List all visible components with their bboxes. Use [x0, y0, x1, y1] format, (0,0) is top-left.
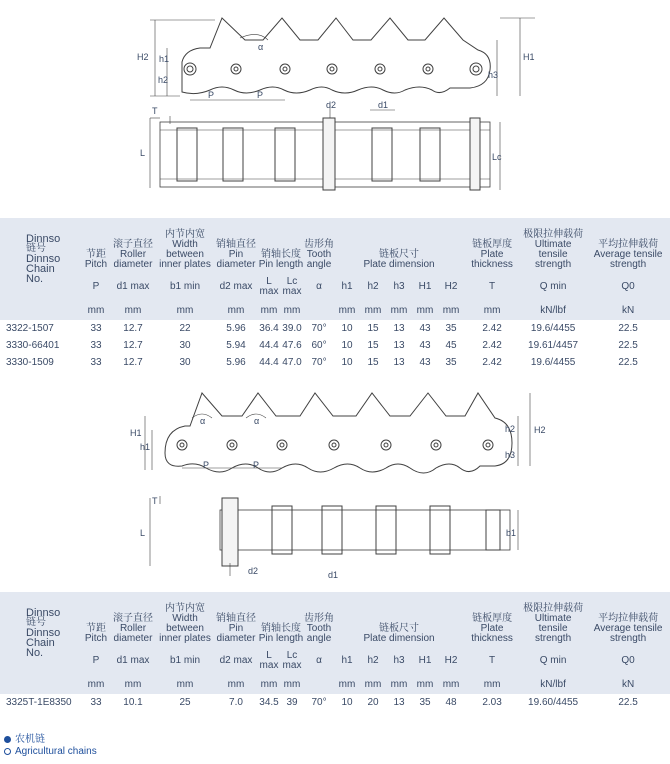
unit-cell: kN/lbf — [540, 679, 566, 690]
unit-cell: mm — [416, 679, 434, 690]
label-b1: b1 — [506, 528, 517, 538]
label-H1: H1 — [523, 52, 535, 62]
side-view-outline-1 — [182, 18, 490, 94]
spec-table-1 — [0, 218, 670, 371]
unit-cell: mm — [227, 305, 245, 316]
symbol-cell: α — [316, 655, 322, 666]
header-plate-thickness: 链板厚度 Plate thickness — [471, 239, 513, 270]
unit-cell: mm — [416, 305, 434, 316]
symbol-cell: Q min — [539, 655, 567, 666]
header-pin-diameter: 销轴直径 Pin diameter — [216, 239, 256, 270]
unit-cell: mm — [338, 679, 356, 690]
footer-category-zh: 农机链 — [4, 730, 45, 745]
label-L: L — [140, 528, 146, 538]
symbol-cell: h2 — [367, 281, 379, 292]
label-H2: H2 — [137, 52, 149, 62]
label-T: T — [152, 106, 158, 116]
label-alpha-a: α — [200, 416, 206, 426]
symbol-cell: H1 — [418, 281, 432, 292]
label-P-b: P — [253, 460, 260, 470]
header-pitch: 节距 Pitch — [84, 249, 108, 270]
header-roller-diameter: 滚子直径 Roller diameter — [113, 613, 153, 644]
unit-cell: mm — [364, 679, 382, 690]
symbol-cell: α — [316, 281, 322, 292]
side-view-outline-2 — [165, 393, 512, 473]
symbol-cell: h3 — [393, 281, 405, 292]
table-row: 3330-66401 33 12.7 30 5.94 44.4 47.6 60° 10 15 13 43 45 2.42 19.61/4457 22.5 — [0, 337, 670, 354]
symbol-cell: Lc max — [282, 650, 302, 671]
header-ultimate-strength: 极限拉伸载荷 Ultimate tensile strength — [523, 229, 584, 270]
unit-cell: mm — [124, 305, 142, 316]
label-P-a: P — [208, 90, 215, 100]
label-d1: d1 — [328, 570, 339, 580]
header-plate-dimension: 链板尺寸 Plate dimension — [363, 623, 435, 644]
unit-cell: mm — [390, 679, 408, 690]
header-average-strength: 平均拉伸载荷 Average tensile strength — [593, 613, 663, 644]
label-h3: h3 — [488, 70, 499, 80]
unit-cell: mm — [483, 679, 501, 690]
label-h1: h1 — [140, 442, 151, 452]
bullet-icon — [4, 736, 11, 743]
label-P-a: P — [203, 460, 210, 470]
symbol-cell: h3 — [393, 655, 405, 666]
chain-drawing-2 — [0, 388, 670, 588]
header-ultimate-strength: 极限拉伸载荷 Ultimate tensile strength — [523, 603, 584, 644]
table-row: 3330-1509 33 12.7 30 5.96 44.4 47.0 70° 10 15 13 43 35 2.42 19.6/4455 22.5 — [0, 354, 670, 371]
unit-cell: mm — [87, 305, 105, 316]
label-h3: h3 — [505, 450, 516, 460]
symbol-cell: H1 — [418, 655, 432, 666]
unit-cell: kN — [621, 305, 635, 316]
symbol-cell: Q0 — [621, 655, 635, 666]
symbol-cell: d2 max — [219, 655, 253, 666]
unit-cell: mm — [87, 679, 105, 690]
unit-cell: mm — [176, 305, 194, 316]
unit-cell: mm — [260, 305, 278, 316]
header-pitch: 节距 Pitch — [84, 623, 108, 644]
symbol-cell: b1 min — [169, 281, 200, 292]
label-h2: h2 — [158, 75, 169, 85]
header-pin-diameter: 销轴直径 Pin diameter — [216, 613, 256, 644]
unit-cell: kN — [621, 679, 635, 690]
label-h2: h2 — [505, 424, 516, 434]
symbol-cell: T — [489, 281, 496, 292]
unit-cell: mm — [124, 679, 142, 690]
label-alpha-b: α — [254, 416, 260, 426]
symbol-cell: H2 — [444, 281, 458, 292]
symbol-cell: d1 max — [116, 655, 150, 666]
unit-cell: mm — [283, 305, 301, 316]
label-Lc: Lc — [492, 152, 502, 162]
symbol-cell: Lc max — [282, 276, 302, 297]
label-H2: H2 — [534, 425, 546, 435]
symbol-cell: P — [92, 655, 100, 666]
symbol-cell: d1 max — [116, 281, 150, 292]
label-H1: H1 — [130, 428, 142, 438]
header-average-strength: 平均拉伸载荷 Average tensile strength — [593, 239, 663, 270]
header-tooth-angle: 齿形角 Tooth angle — [304, 239, 335, 270]
symbol-cell: Q0 — [621, 281, 635, 292]
chain-drawing-1 — [0, 0, 670, 215]
label-d1: d1 — [378, 100, 389, 110]
dinnso-chain-no-header: Dinnso 链号 Dinnso Chain No. — [26, 607, 61, 659]
unit-cell: mm — [390, 305, 408, 316]
header-pin-length: 销轴长度 Pin length — [258, 623, 304, 644]
unit-cell: mm — [260, 679, 278, 690]
table-row: 3322-1507 33 12.7 22 5.96 36.4 39.0 70° 10 15 13 43 35 2.42 19.6/4455 22.5 — [0, 320, 670, 337]
symbol-cell: L max — [259, 650, 279, 671]
symbol-cell: h2 — [367, 655, 379, 666]
spec-table-2 — [0, 592, 670, 711]
header-roller-diameter: 滚子直径 Roller diameter — [113, 239, 153, 270]
symbol-cell: h1 — [341, 281, 353, 292]
unit-cell: mm — [442, 305, 460, 316]
header-plate-thickness: 链板厚度 Plate thickness — [471, 613, 513, 644]
dinnso-chain-no-header: Dinnso 链号 Dinnso Chain No. — [26, 233, 61, 285]
header-tooth-angle: 齿形角 Tooth angle — [304, 613, 335, 644]
unit-cell — [304, 676, 334, 694]
unit-cell: mm — [338, 305, 356, 316]
unit-cell: mm — [483, 305, 501, 316]
unit-cell — [304, 302, 334, 320]
footer-category-en: Agricultural chains — [4, 746, 97, 757]
label-P-b: P — [257, 90, 264, 100]
header-plate-dimension: 链板尺寸 Plate dimension — [363, 249, 435, 270]
unit-cell: kN/lbf — [540, 305, 566, 316]
unit-cell: mm — [227, 679, 245, 690]
label-d2: d2 — [248, 566, 259, 576]
unit-cell: mm — [283, 679, 301, 690]
header-inner-width: 内节内宽 Width between inner plates — [159, 229, 211, 270]
table-row: 3325T-1E8350 33 10.1 25 7.0 34.5 39 70° 10 20 13 35 48 2.03 19.60/4455 22.5 — [0, 694, 670, 711]
label-h1: h1 — [159, 54, 170, 64]
header-pin-length: 销轴长度 Pin length — [258, 249, 304, 270]
header-inner-width: 内节内宽 Width between inner plates — [159, 603, 211, 644]
label-alpha: α — [258, 42, 264, 52]
label-L: L — [140, 148, 146, 158]
unit-cell: mm — [364, 305, 382, 316]
symbol-cell: L max — [259, 276, 279, 297]
unit-cell: mm — [176, 679, 194, 690]
symbol-cell: Q min — [539, 281, 567, 292]
symbol-cell: d2 max — [219, 281, 253, 292]
label-d2: d2 — [326, 100, 337, 110]
symbol-cell: P — [92, 281, 100, 292]
symbol-cell: b1 min — [169, 655, 200, 666]
symbol-cell: h1 — [341, 655, 353, 666]
symbol-cell: H2 — [444, 655, 458, 666]
unit-cell: mm — [442, 679, 460, 690]
label-T: T — [152, 496, 158, 506]
symbol-cell: T — [489, 655, 496, 666]
bullet-icon — [4, 748, 11, 755]
